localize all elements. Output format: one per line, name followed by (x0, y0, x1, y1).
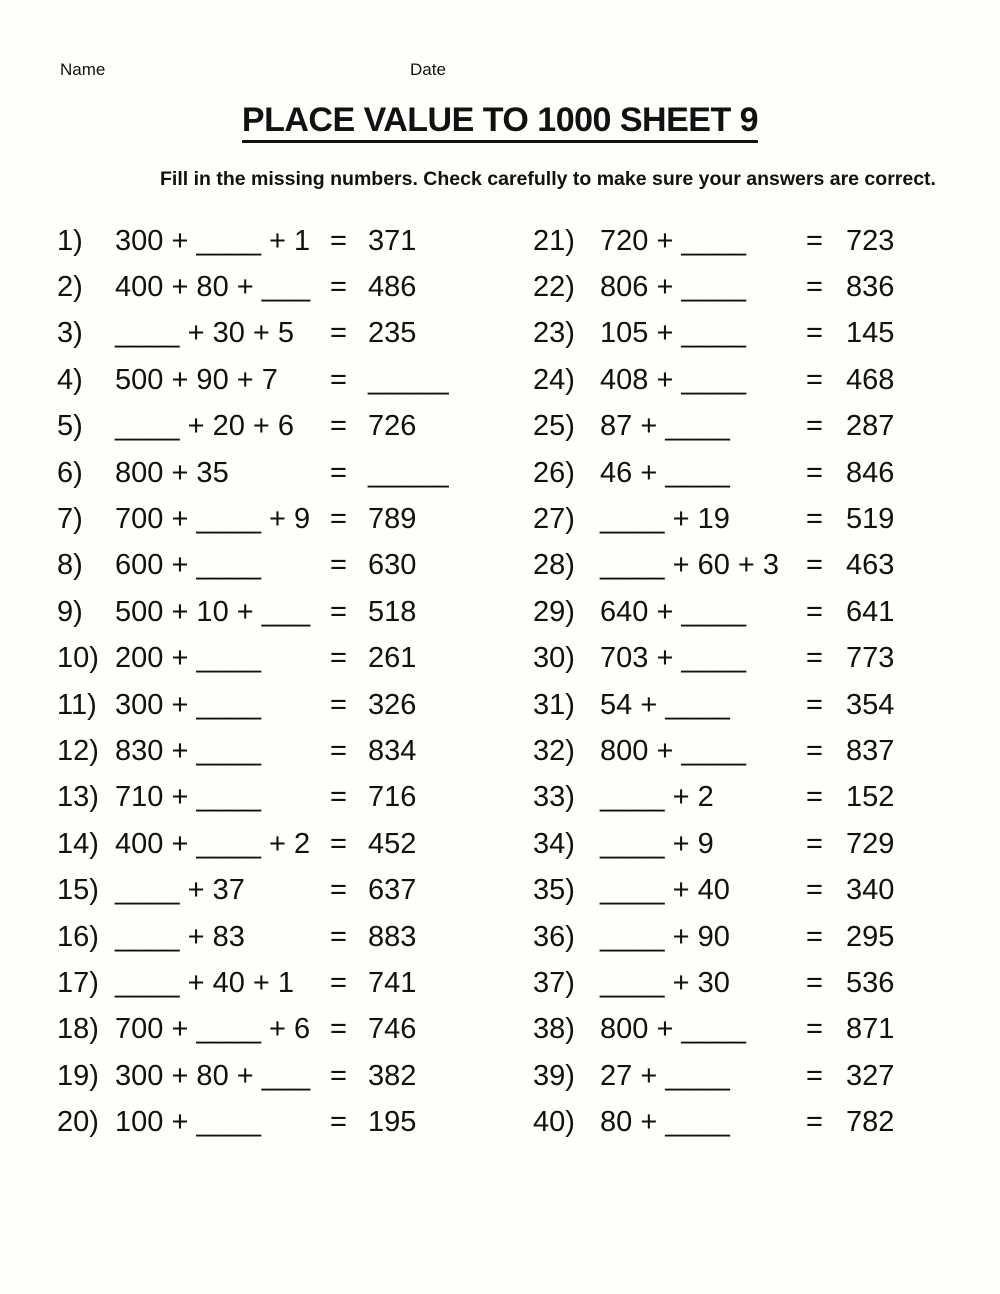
problem-number: 17) (57, 966, 99, 999)
problem-expression: 806 + ____ (600, 271, 746, 304)
problem-row (533, 960, 973, 1006)
problem-number: 31) (533, 688, 575, 721)
problem-answer: _____ (368, 456, 449, 489)
problem-expression: 800 + ____ (600, 734, 746, 767)
equals-sign: = (806, 781, 823, 814)
equals-sign: = (330, 456, 347, 489)
equals-sign: = (806, 456, 823, 489)
problem-number: 18) (57, 1013, 99, 1046)
problem-answer: 463 (846, 549, 895, 582)
problem-answer: 519 (846, 503, 895, 536)
equals-sign: = (330, 734, 347, 767)
problem-row (533, 682, 973, 728)
equals-sign: = (330, 224, 347, 257)
equals-sign: = (330, 410, 347, 443)
problem-row (533, 357, 973, 403)
equals-sign: = (330, 1013, 347, 1046)
equals-sign: = (330, 966, 347, 999)
problem-answer: 837 (846, 734, 895, 767)
problem-answer: 729 (846, 827, 895, 860)
problem-number: 20) (57, 1106, 99, 1139)
problem-row (533, 775, 973, 821)
equals-sign: = (330, 920, 347, 953)
problem-expression: 46 + ____ (600, 456, 730, 489)
equals-sign: = (330, 271, 347, 304)
problem-expression: 640 + ____ (600, 595, 746, 628)
problem-expression: 300 + 80 + ___ (115, 1059, 311, 1092)
problem-expression: 27 + ____ (600, 1059, 730, 1092)
problem-number: 35) (533, 874, 575, 907)
problem-row (57, 1053, 497, 1099)
problem-expression: 300 + ____ + 1 (115, 224, 311, 257)
equals-sign: = (806, 1106, 823, 1139)
equals-sign: = (806, 503, 823, 536)
problem-number: 23) (533, 317, 575, 350)
problem-expression: ____ + 9 (600, 827, 714, 860)
problem-number: 36) (533, 920, 575, 953)
problem-expression: 200 + ____ (115, 642, 261, 675)
problem-row (533, 867, 973, 913)
problem-answer: 630 (368, 549, 417, 582)
problem-expression: ____ + 40 + 1 (115, 966, 294, 999)
problem-row (533, 636, 973, 682)
problem-number: 24) (533, 363, 575, 396)
problem-number: 4) (57, 363, 83, 396)
problem-answer: 295 (846, 920, 895, 953)
instruction-text: Fill in the missing numbers. Check carefully to make sure your answers are correct. (160, 168, 936, 190)
problem-answer: 371 (368, 224, 417, 257)
problem-answer: 235 (368, 317, 417, 350)
problem-row (57, 1099, 497, 1145)
problem-answer: 871 (846, 1013, 895, 1046)
problem-answer: 326 (368, 688, 417, 721)
problem-row (533, 589, 973, 635)
problem-number: 37) (533, 966, 575, 999)
equals-sign: = (330, 317, 347, 350)
problem-expression: 100 + ____ (115, 1106, 261, 1139)
problem-number: 8) (57, 549, 83, 582)
problem-answer: 834 (368, 734, 417, 767)
problem-expression: 600 + ____ (115, 549, 261, 582)
problem-expression: ____ + 83 (115, 920, 245, 953)
equals-sign: = (806, 549, 823, 582)
problem-number: 38) (533, 1013, 575, 1046)
equals-sign: = (330, 688, 347, 721)
problem-number: 11) (57, 688, 97, 721)
problem-row (533, 543, 973, 589)
equals-sign: = (806, 363, 823, 396)
problem-number: 39) (533, 1059, 575, 1092)
equals-sign: = (806, 1059, 823, 1092)
problem-expression: ____ + 19 (600, 503, 730, 536)
problem-expression: ____ + 30 + 5 (115, 317, 294, 350)
problem-number: 34) (533, 827, 575, 860)
problems-left-column (57, 218, 497, 1146)
problem-row (57, 589, 497, 635)
problem-answer: 382 (368, 1059, 417, 1092)
problem-expression: ____ + 40 (600, 874, 730, 907)
problem-answer: 883 (368, 920, 417, 953)
problem-row (57, 914, 497, 960)
equals-sign: = (806, 688, 823, 721)
problem-answer: 518 (368, 595, 417, 628)
problem-number: 29) (533, 595, 575, 628)
worksheet-title: PLACE VALUE TO 1000 SHEET 9 (242, 101, 758, 143)
problem-row (533, 496, 973, 542)
problem-number: 22) (533, 271, 575, 304)
problem-row (533, 1007, 973, 1053)
equals-sign: = (806, 317, 823, 350)
problem-answer: 486 (368, 271, 417, 304)
equals-sign: = (806, 734, 823, 767)
problem-number: 9) (57, 595, 83, 628)
equals-sign: = (806, 642, 823, 675)
equals-sign: = (806, 874, 823, 907)
problem-expression: ____ + 90 (600, 920, 730, 953)
problem-number: 40) (533, 1106, 575, 1139)
problem-answer: 773 (846, 642, 895, 675)
problem-answer: 152 (846, 781, 895, 814)
problem-row (57, 636, 497, 682)
equals-sign: = (806, 410, 823, 443)
equals-sign: = (330, 1059, 347, 1092)
equals-sign: = (806, 966, 823, 999)
equals-sign: = (330, 595, 347, 628)
equals-sign: = (806, 920, 823, 953)
problem-row (533, 1099, 973, 1145)
problem-row (57, 543, 497, 589)
problem-row (57, 821, 497, 867)
problem-row (57, 450, 497, 496)
problem-row (57, 867, 497, 913)
problem-row (57, 728, 497, 774)
problem-expression: 105 + ____ (600, 317, 746, 350)
problem-answer: 746 (368, 1013, 417, 1046)
problem-expression: 500 + 10 + ___ (115, 595, 311, 628)
problem-number: 16) (57, 920, 99, 953)
problem-row (57, 775, 497, 821)
problem-number: 15) (57, 874, 99, 907)
problem-number: 13) (57, 781, 99, 814)
equals-sign: = (330, 363, 347, 396)
title-row (0, 101, 1000, 140)
problem-number: 12) (57, 734, 99, 767)
problem-answer: 195 (368, 1106, 417, 1139)
problem-expression: 500 + 90 + 7 (115, 363, 278, 396)
problem-answer: 789 (368, 503, 417, 536)
date-label: Date (410, 60, 446, 79)
problem-expression: 300 + ____ (115, 688, 261, 721)
problem-answer: 846 (846, 456, 895, 489)
problem-answer: 716 (368, 781, 417, 814)
problem-expression: ____ + 20 + 6 (115, 410, 294, 443)
problem-row (533, 728, 973, 774)
problem-answer: 536 (846, 966, 895, 999)
problem-number: 19) (57, 1059, 99, 1092)
problem-answer: 452 (368, 827, 417, 860)
equals-sign: = (330, 642, 347, 675)
problem-answer: 726 (368, 410, 417, 443)
problem-answer: 836 (846, 271, 895, 304)
problem-expression: 800 + 35 (115, 456, 229, 489)
problem-answer: 741 (368, 966, 417, 999)
problem-row (533, 218, 973, 264)
problem-answer: 637 (368, 874, 417, 907)
problem-expression: 830 + ____ (115, 734, 261, 767)
problem-row (533, 914, 973, 960)
problem-row (57, 311, 497, 357)
problem-number: 26) (533, 456, 575, 489)
equals-sign: = (806, 827, 823, 860)
problem-number: 2) (57, 271, 83, 304)
problem-expression: ____ + 2 (600, 781, 714, 814)
problem-expression: 720 + ____ (600, 224, 746, 257)
problem-row (57, 357, 497, 403)
problem-number: 28) (533, 549, 575, 582)
equals-sign: = (330, 549, 347, 582)
problem-answer: 468 (846, 363, 895, 396)
equals-sign: = (806, 595, 823, 628)
problem-expression: ____ + 37 (115, 874, 245, 907)
problem-row (57, 404, 497, 450)
problem-row (57, 960, 497, 1006)
problem-answer: _____ (368, 363, 449, 396)
problem-number: 1) (57, 224, 83, 257)
problem-number: 27) (533, 503, 575, 536)
problem-expression: 700 + ____ + 9 (115, 503, 311, 536)
problem-expression: 80 + ____ (600, 1106, 730, 1139)
problem-number: 10) (57, 642, 99, 675)
equals-sign: = (330, 874, 347, 907)
problem-number: 6) (57, 456, 83, 489)
equals-sign: = (330, 503, 347, 536)
problem-number: 14) (57, 827, 99, 860)
problem-number: 30) (533, 642, 575, 675)
problem-expression: 700 + ____ + 6 (115, 1013, 311, 1046)
problem-answer: 723 (846, 224, 895, 257)
problem-row (57, 1007, 497, 1053)
problem-number: 33) (533, 781, 575, 814)
problem-row (533, 404, 973, 450)
problem-row (533, 450, 973, 496)
problem-answer: 261 (368, 642, 417, 675)
problem-answer: 354 (846, 688, 895, 721)
problem-row (533, 311, 973, 357)
problem-row (57, 264, 497, 310)
problem-answer: 782 (846, 1106, 895, 1139)
problem-row (57, 496, 497, 542)
problem-row (533, 1053, 973, 1099)
equals-sign: = (806, 224, 823, 257)
problem-number: 21) (533, 224, 575, 257)
problem-row (533, 264, 973, 310)
problem-expression: 800 + ____ (600, 1013, 746, 1046)
problem-row (57, 218, 497, 264)
problem-expression: ____ + 30 (600, 966, 730, 999)
problem-expression: 710 + ____ (115, 781, 261, 814)
problem-row (57, 682, 497, 728)
problems-right-column (533, 218, 973, 1146)
problem-answer: 641 (846, 595, 895, 628)
problem-expression: 400 + 80 + ___ (115, 271, 311, 304)
equals-sign: = (806, 271, 823, 304)
problem-expression: 408 + ____ (600, 363, 746, 396)
problem-answer: 145 (846, 317, 895, 350)
problem-expression: ____ + 60 + 3 (600, 549, 779, 582)
problem-number: 25) (533, 410, 575, 443)
problem-expression: 703 + ____ (600, 642, 746, 675)
problem-answer: 340 (846, 874, 895, 907)
equals-sign: = (330, 1106, 347, 1139)
problem-number: 32) (533, 734, 575, 767)
equals-sign: = (330, 827, 347, 860)
problem-answer: 327 (846, 1059, 895, 1092)
problem-row (533, 821, 973, 867)
problem-answer: 287 (846, 410, 895, 443)
problem-number: 5) (57, 410, 83, 443)
problem-expression: 54 + ____ (600, 688, 730, 721)
equals-sign: = (806, 1013, 823, 1046)
problem-number: 7) (57, 503, 83, 536)
problem-number: 3) (57, 317, 83, 350)
problem-expression: 400 + ____ + 2 (115, 827, 311, 860)
equals-sign: = (330, 781, 347, 814)
name-label: Name (60, 60, 106, 79)
problem-expression: 87 + ____ (600, 410, 730, 443)
